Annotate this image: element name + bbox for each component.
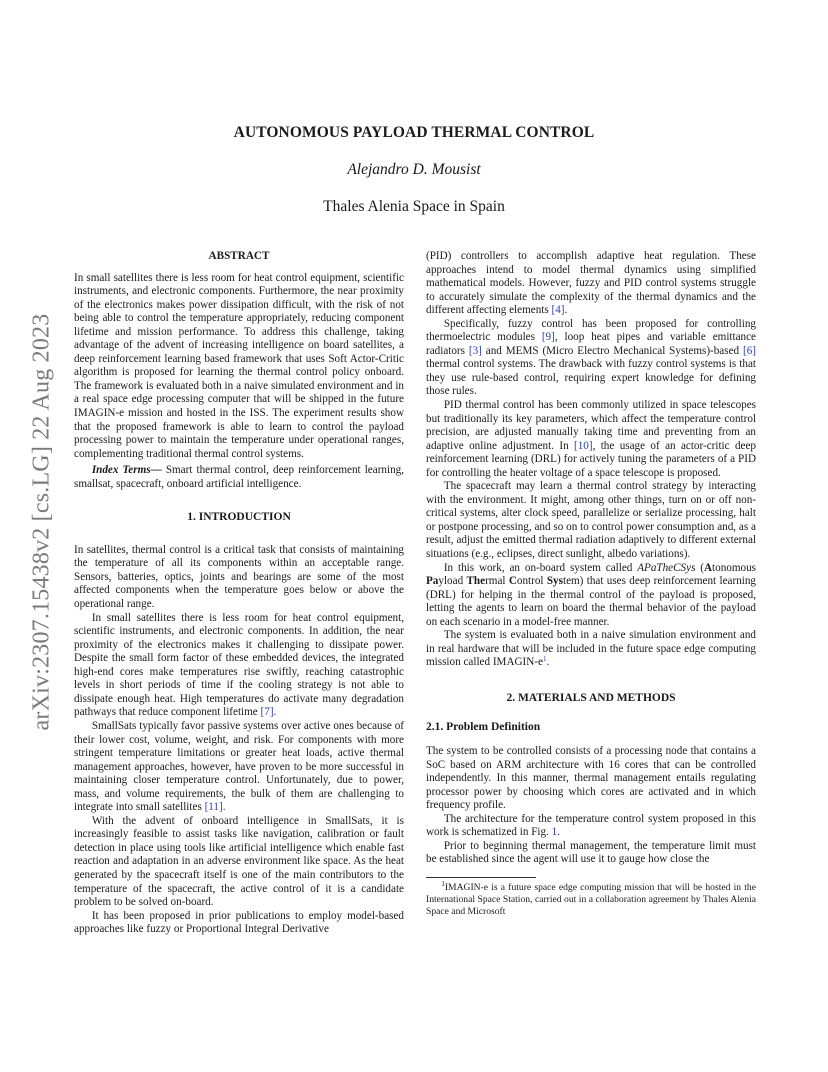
citation-link[interactable]: [6] <box>743 344 756 357</box>
intro-paragraph-9: The spacecraft may learn a thermal control strategy by interacting with the environment. It might, among other things, turn on or off non-critical systems, alter clock speed, parallelize or serialize processing, halt or postpone processing, and so on to control power consumption and, as a result, adjust the emitted thermal radiation adaptively to different external situations (e.g., eclipses, direct sunlight, albedo variations). <box>426 480 756 561</box>
acr-the: The <box>466 575 486 588</box>
footnote <box>426 879 756 918</box>
acr-t5: tem) that uses deep reinforcement learning (DRL) for helping in the thermal control of the payload is proposed, letting the agents to learn on board the thermal behavior of the payload on each scenario in a model-free manner. <box>426 575 757 628</box>
abstract-heading: ABSTRACT <box>208 250 270 262</box>
citation-link[interactable]: [11] <box>204 801 223 814</box>
methods-paragraph-2 <box>426 813 756 840</box>
r3a: PID thermal control has been commonly utilized in space telescopes but traditionally its key parameters, which affect the temperature control precision, are adjusted manually taking time and preventing from an adaptive online adjustment. In <box>426 399 756 452</box>
left-column <box>74 250 404 937</box>
arxiv-stamp-text: arXiv:2307.15438v2 [cs.LG] 22 Aug 2023 <box>28 313 55 731</box>
r2b: , loop heat pipes and variable emittance radiators <box>426 331 757 357</box>
index-terms-label: Index Terms— <box>91 464 162 477</box>
acr-c: C <box>508 575 517 588</box>
methods-paragraph-3: Prior to beginning thermal management, the temperature limit must be established since the agent will use it to gauge how close the <box>426 839 756 866</box>
r2a: Specifically, fuzzy control has been proposed for controlling thermoelectric modules <box>426 317 756 344</box>
r2c: and MEMS (Micro Electro Mechanical Systems)-based <box>481 344 743 357</box>
paper-title: AUTONOMOUS PAYLOAD THERMAL CONTROL <box>233 124 595 141</box>
r6: The system is evaluated both in a naive simulation environment and in real hardware that will be included in the future space edge computing mission called IMAGIN-e <box>426 629 756 669</box>
citation-link[interactable]: [10] <box>574 439 593 452</box>
intro-paragraph-2 <box>74 612 404 720</box>
r3b: , the usage of an actor-critic deep reinforcement learning (DRL) for actively tuning the parameters of a PID for controlling the heater voltage of a space telescope is proposed. <box>426 439 756 479</box>
citation-link[interactable]: [9] <box>541 331 555 344</box>
intro-paragraph-10 <box>426 562 756 630</box>
arxiv-sidebar-stamp <box>22 282 62 762</box>
citation-link[interactable]: [7] <box>260 706 274 719</box>
r6-end: . <box>546 656 550 669</box>
intro-paragraph-11 <box>426 629 756 670</box>
intro-paragraph-7 <box>426 318 756 399</box>
intro-p3-text: SmallSats typically favor passive systems over active ones because of their lower cost, volume, weight, and risk. For components with more stringent temperature limitations or greater heat loads, active thermal management approaches, however, have proven to be more successful in maintaining closer temperature control. Unfortunately, due to power, mass, and volume requirements, the bulk of them are challenging to integrate into small satellites <box>74 719 404 814</box>
intro-paragraph-1: In satellites, thermal control is a critical task that consists of maintaining the temperature of all its components within an acceptable range. Sensors, batteries, optics, joints and bearings are some of the most affected components when the temperature goes below or above the operational range. <box>74 543 404 611</box>
r5b: ( <box>695 561 704 574</box>
intro-p2-end: . <box>273 706 277 719</box>
acr-t1: tonomous <box>712 561 756 574</box>
r2d: thermal control systems. The drawback with fuzzy control systems is that they use rule-based control, requiring expert knowledge for defining those rules. <box>426 358 756 398</box>
author-name: Alejandro D. Mousist <box>347 161 481 178</box>
citation-link[interactable]: [3] <box>468 344 482 357</box>
acr-t4: ontrol <box>516 575 547 588</box>
intro-heading: 1. INTRODUCTION <box>187 511 291 524</box>
footnote-mark: 1 <box>441 879 445 888</box>
intro-p2-text: In small satellites there is less room for heat control equipment, scientific instruments, and electronic components. In addition, the near proximity of the electronics makes it challenging to dissipate power. Despite the small form factor of these embedded devices, the integrated high-end cores make temperatures rise swiftly, reaching catastrophic levels in short periods of time if the cooling strategy is not able to dissipate enough heat. High temperatures do activate many degradation pathways that reduce component lifetime <box>74 611 404 719</box>
acr-t3: rmal <box>485 575 509 588</box>
footnote-marker[interactable]: 1 <box>542 655 547 664</box>
subsection-heading: 2.1. Problem Definition <box>426 720 541 733</box>
index-terms <box>74 464 404 491</box>
acr-t2: yload <box>438 575 467 588</box>
citation-link[interactable]: [4] <box>551 304 565 317</box>
intro-paragraph-4: With the advent of onboard intelligence in SmallSats, it is increasingly feasible to assist tasks like navigation, calibration or fault detection in place using tools like artificial intelligence which enable fast reaction and adaptation in an adverse environment like space. As the heat generated by the spacecraft itself is one of the main contributors to the temperature of the spacecraft, the active control of it is a candidate problem to be solved on-board. <box>74 814 404 909</box>
acr-sys: Sys <box>546 575 563 588</box>
intro-paragraph-6 <box>426 250 756 318</box>
intro-paragraph-5: It has been proposed in prior publications to employ model-based approaches like fuzzy or Proportional Integral Derivative <box>74 909 404 936</box>
author-affiliation: Thales Alenia Space in Spain <box>323 198 505 215</box>
methods-paragraph-1: The system to be controlled consists of a processing node that contains a SoC based on ARM architecture with 16 cores that can be controlled independently. In this manner, thermal management entails regulating processor power by choosing which cores are activated and in which frequency profile. <box>426 745 756 812</box>
intro-p3-end: . <box>222 801 226 814</box>
m2a: The architecture for the temperature control system proposed in this work is schematized in Fig. <box>426 812 756 839</box>
r1-end: . <box>564 304 568 317</box>
acr-pa: Pa <box>426 575 439 588</box>
system-name: APaTheCSys <box>637 561 696 574</box>
intro-paragraph-8 <box>426 399 756 480</box>
intro-paragraph-3 <box>74 720 404 815</box>
methods-heading: 2. MATERIALS AND METHODS <box>506 691 676 704</box>
r5a: In this work, an on-board system called <box>443 561 638 574</box>
acr-a: A <box>704 561 713 574</box>
right-column <box>426 250 756 918</box>
abstract-text: In small satellites there is less room for heat control equipment, scientific instruments, and electronic components. Furthermore, the near proximity of the electronics makes power dissipation difficult, with the risk of not being able to control the temperature appropriately, reducing component lifetime and mission performance. To address this challenge, taking advantage of the advent of increasing intelligence on board satellites, a deep reinforcement learning based framework that uses Soft Actor-Critic algorithm is proposed for learning the thermal control policy onboard. The framework is evaluated both in a naive simulated environment and in a real space edge processing computer that will be shipped in the future IMAGIN-e mission and hosted in the ISS. The experiment results show that the proposed framework is able to learn to control the payload processing power to maintain the temperature under operational ranges, complementing traditional thermal control systems. <box>74 271 404 460</box>
footnote-rule <box>426 877 536 878</box>
m2b: . <box>557 826 560 839</box>
r1-text: (PID) controllers to accomplish adaptive heat regulation. These approaches intend to model thermal dynamics using simplified mathematical models. However, fuzzy and PID control systems struggle to accurately simulate the complexity of the thermal dynamics and the different affecting elements <box>426 250 756 317</box>
index-terms-text: Smart thermal control, deep reinforcement learning, smallsat, spacecraft, onboard artificial intelligence. <box>74 464 404 490</box>
footnote-text: IMAGIN-e is a future space edge computing mission that will be hosted in the International Space Station, carried out in a collaboration agreement by Thales Alenia Space and Microsoft <box>426 881 756 917</box>
figure-ref-link[interactable]: 1 <box>551 826 558 839</box>
